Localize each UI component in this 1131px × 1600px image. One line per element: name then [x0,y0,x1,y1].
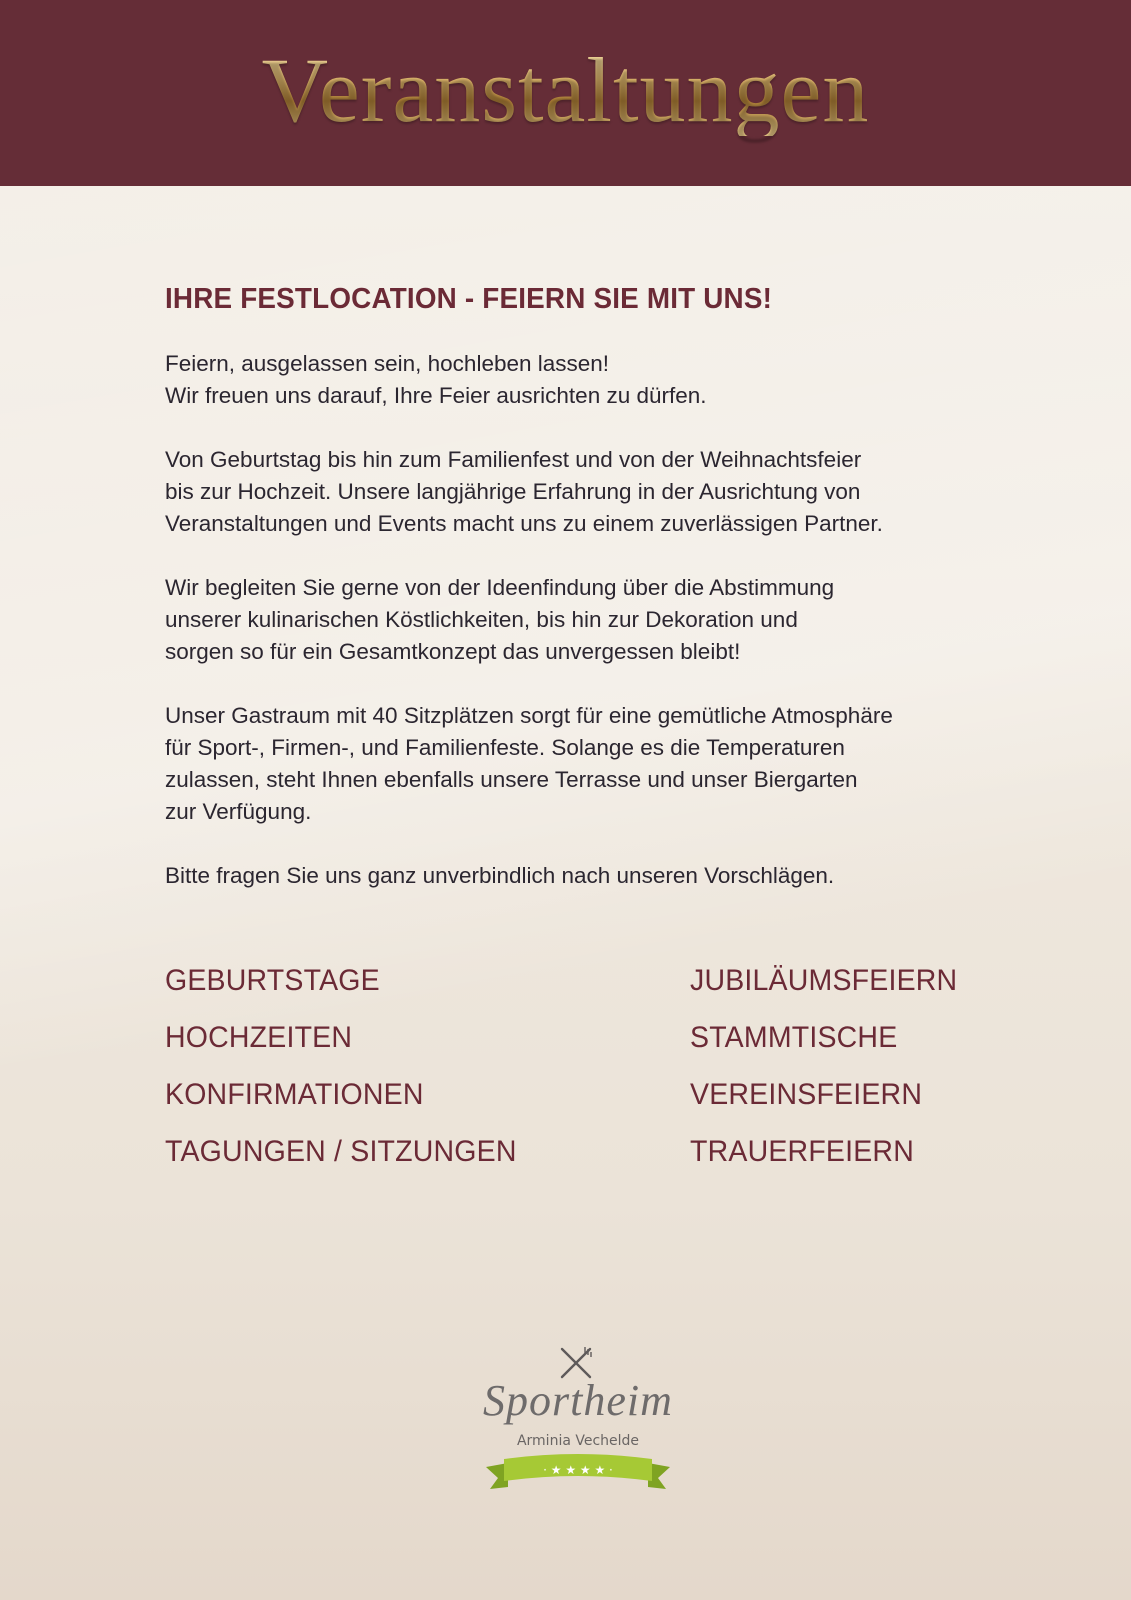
page-title: Veranstaltungen [261,39,870,141]
paragraph-intro: Feiern, ausgelassen sein, hochleben lassen! Wir freuen uns darauf, Ihre Feier ausrichten zu dürfen. [165,350,707,408]
logo-wordmark: Sportheim [483,1376,673,1425]
paragraph-contact: Bitte fragen Sie uns ganz unverbindlich nach unseren Vorschlägen. [165,862,835,888]
event-type-item: KONFIRMATIONEN [165,1078,424,1111]
main-content [165,284,1025,924]
event-type-item: TAGUNGEN / SITZUNGEN [165,1135,517,1168]
logo-subtitle: Arminia Vechelde [516,1433,640,1449]
event-type-item: VEREINSFEIERN [690,1078,923,1111]
event-type-item: TRAUERFEIERN [690,1135,914,1168]
event-types-right-column [690,963,1025,1170]
event-type-item: GEBURTSTAGE [165,964,380,997]
ribbon-stars: · ★ ★ ★ ★ · [543,1463,613,1477]
event-types-left-column [165,963,690,1170]
event-type-item: STAMMTISCHE [690,1021,898,1054]
paragraph-planning: Wir begleiten Sie gerne von der Ideenfindung über die Abstimmung unserer kulinarischen Köstlichkeiten, bis hin zur Dekoration und sorgen so für ein Gesamtkonzept das unvergessen bleibt! [165,574,835,664]
paragraph-venue: Unser Gastraum mit 40 Sitzplätzen sorgt für eine gemütliche Atmosphäre für Sport-, Firmen-, und Familienfeste. Solange es die Temperaturen zulassen, steht Ihnen ebenfalls unsere Terrasse und unser Biergarten zur Verfügung. [165,702,893,824]
event-type-item: JUBILÄUMSFEIERN [690,964,958,997]
paragraph-experience: Von Geburtstag bis hin zum Familienfest und von der Weihnachtsfeier bis zur Hochzeit. Unsere langjährige Erfahrung in der Ausrichtung von Veranstaltungen und Events macht uns zu einem zuverlässigen Partner. [165,446,883,536]
section-headline: IHRE FESTLOCATION - FEIERN SIE MIT UNS! [165,283,773,315]
star-ribbon-icon [486,1449,670,1493]
event-types-list [165,963,1025,1170]
sportheim-logo [478,1345,678,1495]
header-band [0,0,1131,186]
event-type-item: HOCHZEITEN [165,1021,353,1054]
